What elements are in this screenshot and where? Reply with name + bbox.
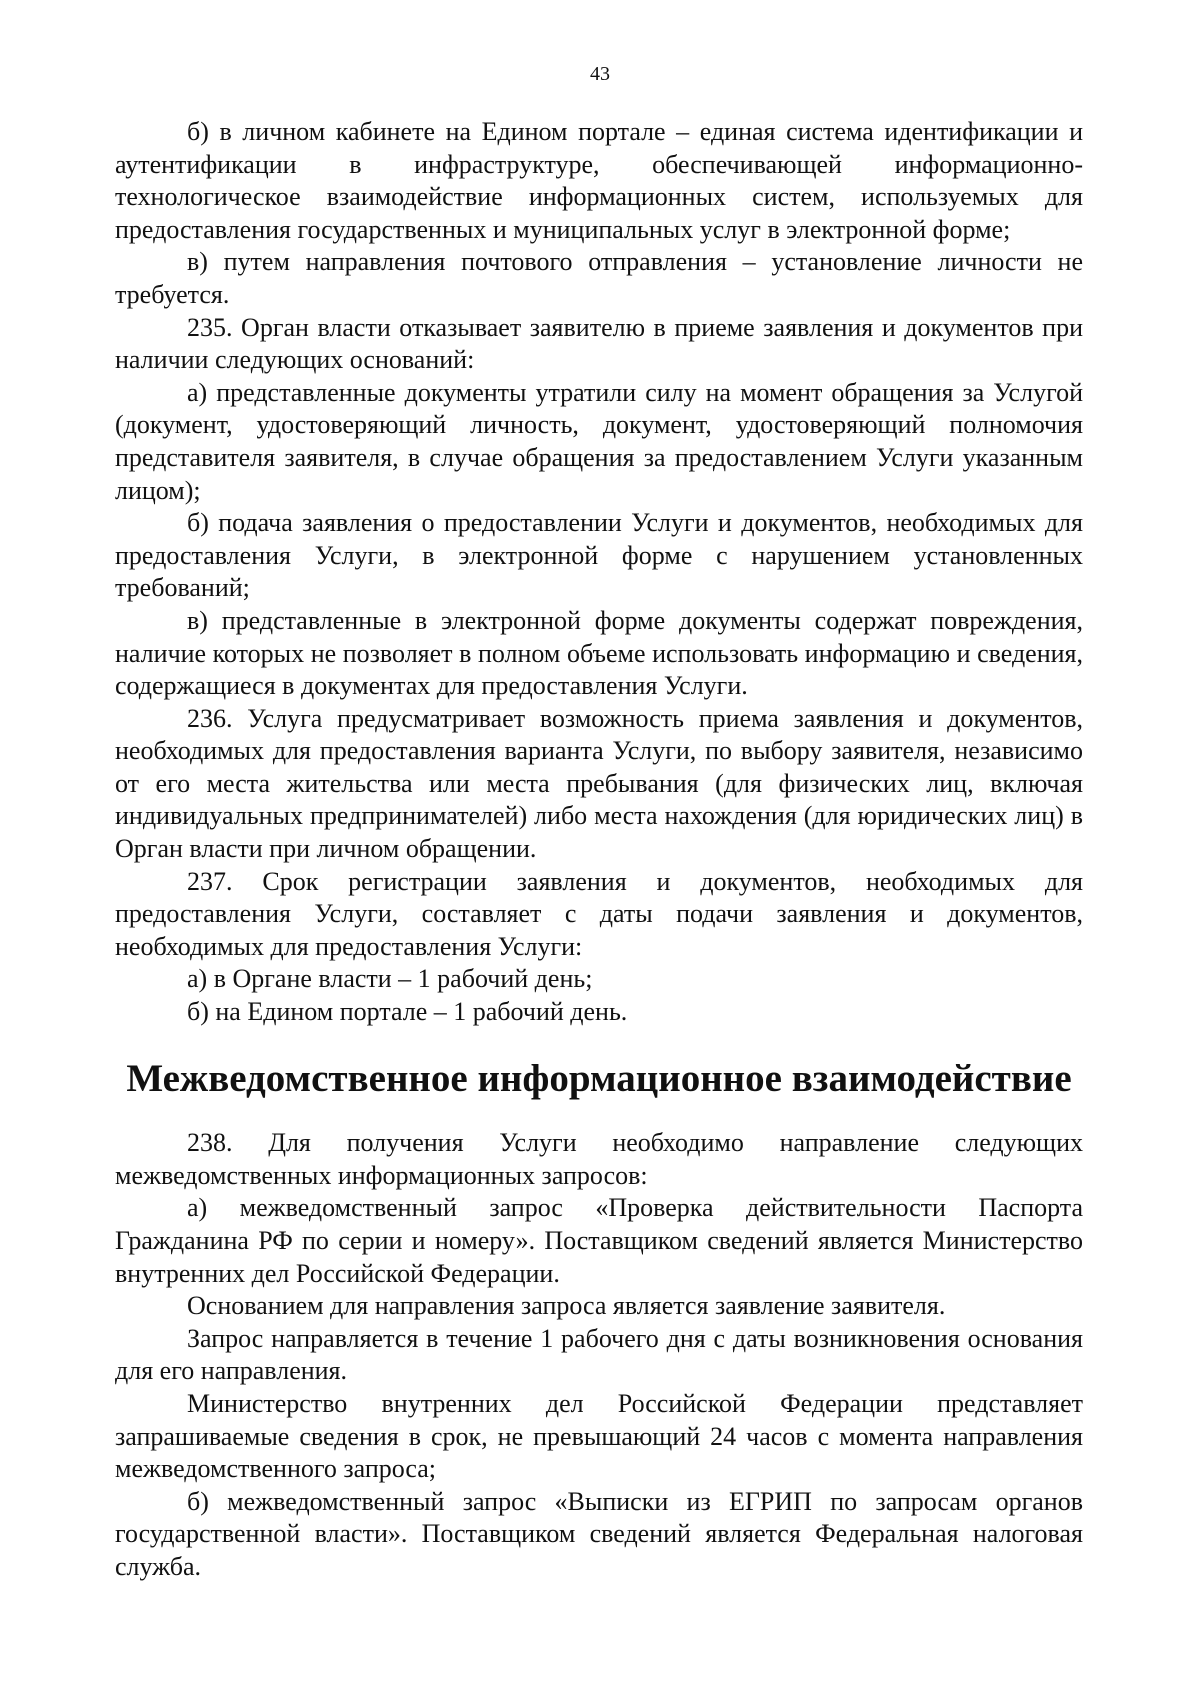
paragraph-235-b: б) подача заявления о предоставлении Услуги и документов, необходимых для предоставления Услуги, в электронной форме с нарушением установленных требований; xyxy=(115,508,1083,603)
paragraph-237: 237. Срок регистрации заявления и документов, необходимых для предоставления Услуги, составляет с даты подачи заявления и документов, необходимых для предоставления Услуги: xyxy=(115,866,1083,961)
paragraph-238: 238. Для получения Услуги необходимо направление следующих межведомственных информационных запросов: xyxy=(115,1128,1083,1190)
paragraph-238-a: а) межведомственный запрос «Проверка действительности Паспорта Гражданина РФ по серии и номеру». Поставщиком сведений является Министерство внутренних дел Российской Федерации. xyxy=(115,1193,1083,1288)
page-number: 43 xyxy=(590,63,610,85)
paragraph-b-personal-cabinet: б) в личном кабинете на Едином портале – единая система идентификации и аутентификации в инфраструктуре, обеспечивающей информационно-технологическое взаимодействие информационных систем, используемых для предоставления государственных и муниципальных услуг в электронной форме; xyxy=(115,117,1083,244)
paragraph-238-b: б) межведомственный запрос «Выписки из ЕГРИП по запросам органов государственной власти». Поставщиком сведений является Федеральная налоговая служба. xyxy=(115,1486,1083,1581)
section-heading: Межведомственное информационное взаимодействие xyxy=(126,1056,1072,1100)
paragraph-238-basis: Основанием для направления запроса является заявление заявителя. xyxy=(187,1291,946,1321)
paragraph-235: 235. Орган власти отказывает заявителю в приеме заявления и документов при наличии следующих оснований: xyxy=(115,312,1083,375)
paragraph-238-request-timing: Запрос направляется в течение 1 рабочего дня с даты возникновения основания для его направления. xyxy=(115,1323,1083,1386)
paragraph-237-b: б) на Едином портале – 1 рабочий день. xyxy=(187,997,628,1027)
paragraph-237-a: а) в Органе власти – 1 рабочий день; xyxy=(187,964,593,994)
document-body xyxy=(115,116,1083,1584)
paragraph-236: 236. Услуга предусматривает возможность приема заявления и документов, необходимых для предоставления варианта Услуги, по выбору заявителя, независимо от его места жительства или места пребывания (для физических лиц, включая индивидуальных предпринимателей) либо места нахождения (для юридических лиц) в Орган власти при личном обращении. xyxy=(115,703,1083,864)
paragraph-235-v: в) представленные в электронной форме документы содержат повреждения, наличие которых не позволяет в полном объеме использовать информацию и сведения, содержащиеся в документах для предоставления Услуги. xyxy=(115,605,1083,701)
paragraph-v-postal: в) путем направления почтового отправления – установление личности не требуется. xyxy=(115,247,1083,309)
heading-spacer-bottom xyxy=(115,1095,1083,1127)
paragraph-235-a: а) представленные документы утратили силу на момент обращения за Услугой (документ, удостоверяющий личность, документ, удостоверяющий полномочия представителя заявителя, в случае обращения за предоставлением Услуги указанным лицом); xyxy=(115,377,1083,505)
paragraph-238-ministry-response: Министерство внутренних дел Российской Федерации представляет запрашиваемые сведения в срок, не превышающий 24 часов с момента направления межведомственного запроса; xyxy=(115,1388,1083,1484)
